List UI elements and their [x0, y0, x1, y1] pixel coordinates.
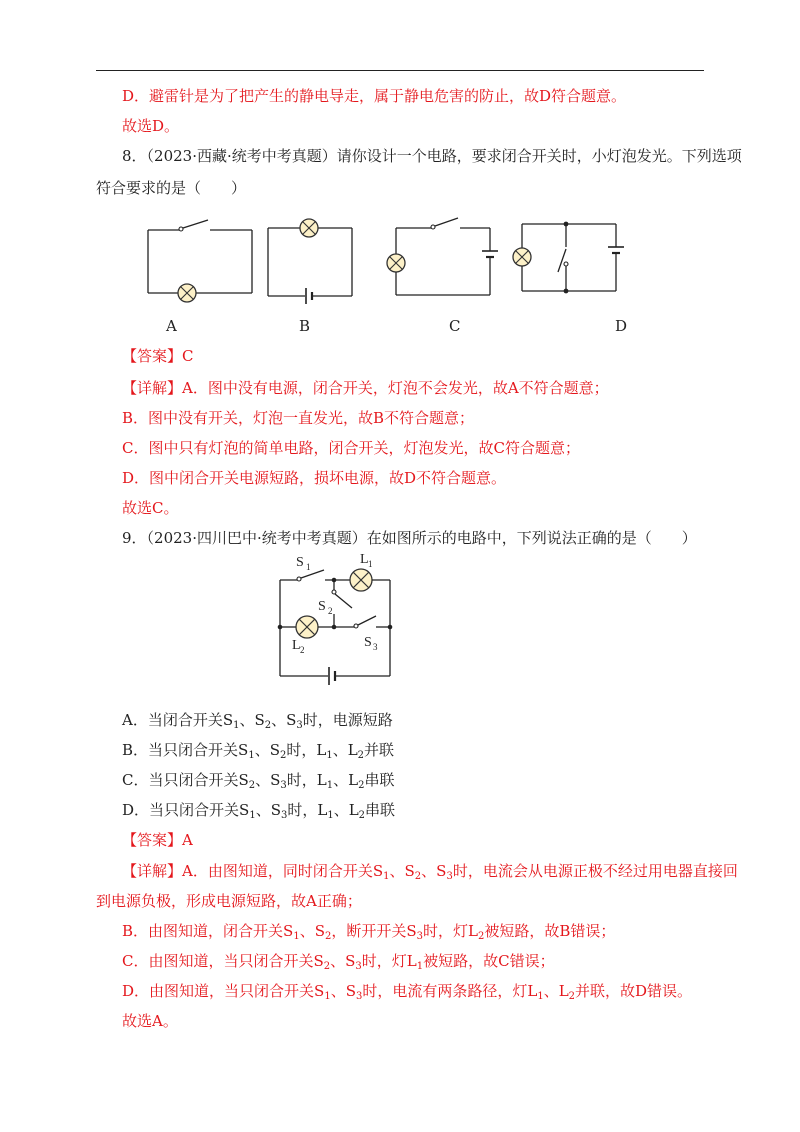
junction-right	[388, 625, 393, 630]
label-l1: L	[360, 552, 369, 567]
switch-pivot	[431, 225, 435, 229]
switch-s2-pivot	[332, 590, 336, 594]
q9-explanation-c: C．由图知道，当只闭合开关$S_2$、$S_3$时，灯$L_1$被短路，故C错误；	[122, 952, 555, 972]
q9-conclusion: 故选A。	[122, 1012, 178, 1030]
q9-explanation-b: B．由图知道，闭合开关$S_1$、$S_2$，断开开关$S_3$时，灯$L_2$被短路，故B错误；	[122, 922, 616, 942]
q9-option-d: D．当只闭合开关$S_1$、$S_3$时，$L_1$、$L_2$串联	[122, 801, 396, 821]
label-s3: S	[364, 635, 372, 650]
q8-explanation-c: C．图中只有灯泡的简单电路，闭合开关，灯泡发光，故C符合题意；	[122, 439, 580, 457]
q9-explanation-d: D．由图知道，当只闭合开关$S_1$、$S_3$时，电流有两条路径，灯$L_1$、$L_2$并联，故D错误。	[122, 982, 693, 1002]
q8-explanation-a: 【详解】A．图中没有电源，闭合开关，灯泡不会发光，故A不符合题意；	[122, 379, 609, 397]
switch-s2-lever	[335, 594, 352, 608]
q8-option-b-label: B	[299, 317, 311, 335]
prev-conclusion: 故选D。	[122, 117, 180, 135]
switch-s1-pivot	[297, 577, 301, 581]
q8-circuit-c	[386, 214, 496, 304]
q8-circuit-a	[146, 218, 256, 308]
switch-lever	[183, 220, 208, 228]
q9-answer: 【答案】A	[122, 831, 193, 849]
q9-option-c: C．当只闭合开关$S_2$、$S_3$时，$L_1$、$L_2$串联	[122, 771, 395, 791]
q9-explanation-a: 【详解】A．由图知道，同时闭合开关$S_1$、$S_2$、$S_3$时，电流会从电源正极不经过用电器直接回	[122, 862, 738, 882]
label-l2: L	[292, 638, 301, 653]
battery-icon	[608, 247, 624, 253]
switch-s1-lever	[301, 570, 324, 578]
q8-answer: 【答案】C	[122, 347, 194, 365]
q9-explanation-a-cont: 到电源负极，形成电源短路，故A正确；	[96, 892, 362, 910]
q9-option-b: B．当只闭合开关$S_1$、$S_2$时，$L_1$、$L_2$并联	[122, 741, 395, 761]
switch-s3-lever	[358, 616, 376, 625]
label-s1: S	[296, 555, 304, 570]
junction-mid	[332, 625, 337, 630]
switch-lever	[435, 218, 458, 226]
q8-option-c-label: C	[449, 317, 461, 335]
q8-explanation-b: B．图中没有开关，灯泡一直发光，故B不符合题意；	[122, 409, 475, 427]
lamp-l1-icon	[350, 569, 372, 591]
switch-pivot	[179, 227, 183, 231]
q9-circuit-diagram	[270, 548, 410, 693]
q8-explanation-d: D．图中闭合开关电源短路，损坏电源，故D不符合题意。	[122, 469, 507, 487]
q8-option-d-label: D	[615, 317, 628, 335]
lamp-l2-icon	[296, 616, 318, 638]
q8-stem-line1: 8．（2023·西藏·统考中考真题）请你设计一个电路，要求闭合开关时，小灯泡发光。下列选项	[122, 147, 742, 165]
q8-stem-line2: 符合要求的是（ ）	[96, 179, 247, 197]
label-l2-sub: 2	[300, 645, 305, 655]
label-l1-sub: 1	[368, 559, 373, 569]
q8-option-a-label: A	[166, 317, 177, 335]
battery-icon	[482, 251, 498, 257]
switch-contact	[564, 262, 568, 266]
q9-stem: 9．（2023·四川巴中·统考中考真题）在如图所示的电路中，下列说法正确的是（ ）	[122, 529, 697, 547]
q8-circuit-d	[512, 214, 622, 304]
lamp-icon	[178, 284, 196, 302]
q9-option-a: A．当闭合开关$S_1$、$S_2$、$S_3$时，电源短路	[122, 711, 393, 731]
switch-lever	[558, 249, 566, 272]
label-s3-sub: 3	[373, 642, 378, 652]
header-rule	[96, 70, 704, 71]
q8-circuit-b	[266, 214, 356, 304]
switch-s3-pivot	[354, 624, 358, 628]
lamp-icon	[300, 219, 318, 237]
lamp-icon	[513, 248, 531, 266]
label-s1-sub: 1	[306, 562, 311, 572]
prev-option-d-text: D．避雷针是为了把产生的静电导走，属于静电危害的防止，故D符合题意。	[122, 87, 627, 105]
label-s2: S	[318, 599, 326, 614]
battery-icon	[306, 288, 312, 304]
lamp-icon	[387, 254, 405, 272]
q8-conclusion: 故选C。	[122, 499, 179, 517]
battery-icon	[329, 667, 335, 685]
label-s2-sub: 2	[328, 606, 333, 616]
